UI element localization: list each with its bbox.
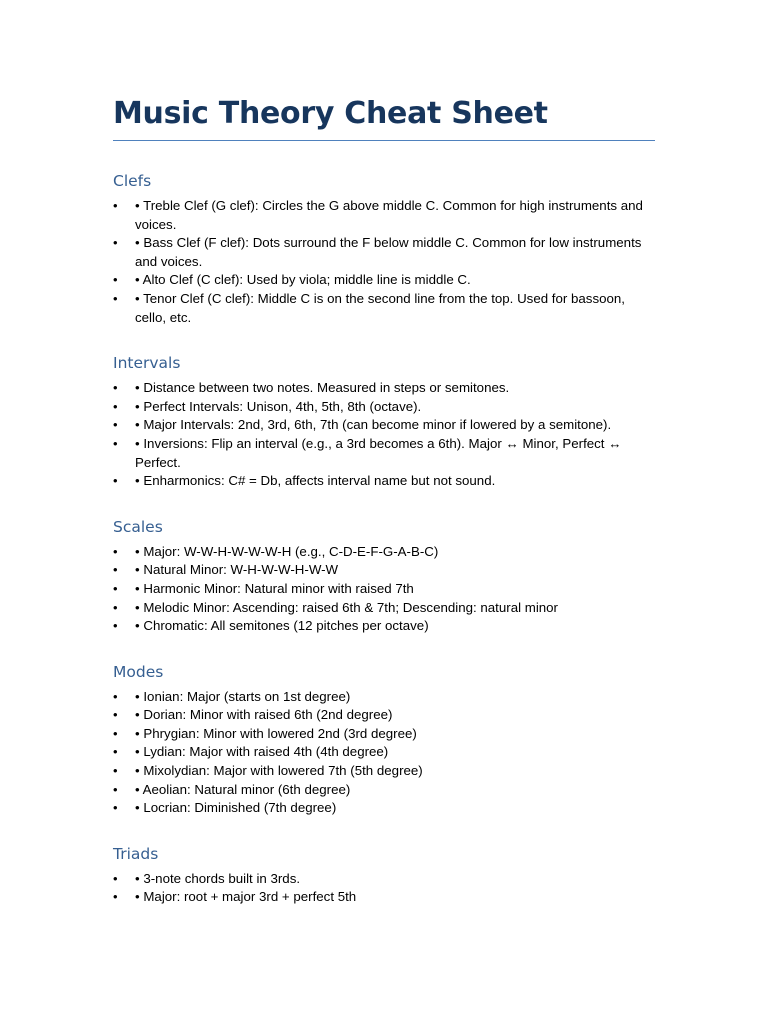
section-heading: Scales bbox=[113, 517, 163, 536]
list-item bbox=[113, 580, 655, 599]
list-item bbox=[113, 617, 655, 636]
section-heading: Modes bbox=[113, 662, 164, 681]
list-item bbox=[113, 743, 655, 762]
list-item-text: • Chromatic: All semitones (12 pitches per octave) bbox=[135, 618, 429, 634]
list-item-text: • Bass Clef (F clef): Dots surround the F below middle C. Common for low instruments and voices. bbox=[135, 235, 642, 269]
list-item-text: • Harmonic Minor: Natural minor with raised 7th bbox=[135, 580, 414, 596]
bullet-icon: • bbox=[113, 599, 118, 615]
section-clefs bbox=[113, 171, 655, 327]
document-title: Music Theory Cheat Sheet bbox=[113, 96, 548, 131]
list-item-text: • Ionian: Major (starts on 1st degree) bbox=[135, 688, 351, 704]
bullet-icon: • bbox=[113, 290, 118, 306]
list-item-text: • Inversions: Flip an interval (e.g., a 3rd becomes a 6th). Major ↔ Minor, Perfect ↔ Perfect. bbox=[135, 435, 622, 470]
bullet-icon: • bbox=[113, 235, 118, 251]
bullet-icon: • bbox=[113, 198, 118, 213]
list-item-text: • Major: W-W-H-W-W-W-H (e.g., C-D-E-F-G-A-B-C) bbox=[135, 543, 439, 559]
list-item bbox=[113, 888, 655, 907]
list-item bbox=[113, 472, 655, 491]
bullet-icon: • bbox=[113, 618, 118, 634]
section-scales bbox=[113, 517, 655, 636]
title-divider bbox=[113, 140, 655, 141]
bullet-list bbox=[113, 688, 655, 818]
bullet-list bbox=[113, 543, 655, 636]
list-item-text: • Treble Clef (G clef): Circles the G above middle C. Common for high instruments and voices. bbox=[135, 198, 643, 232]
bullet-icon: • bbox=[113, 562, 118, 578]
section-intervals bbox=[113, 353, 655, 491]
list-item bbox=[113, 561, 655, 580]
list-item bbox=[113, 599, 655, 618]
list-item bbox=[113, 197, 655, 234]
list-item bbox=[113, 435, 655, 472]
list-item bbox=[113, 543, 655, 562]
list-item bbox=[113, 706, 655, 725]
list-item bbox=[113, 271, 655, 290]
list-item bbox=[113, 398, 655, 417]
section-modes bbox=[113, 662, 655, 818]
bullet-icon: • bbox=[113, 473, 118, 489]
bullet-icon: • bbox=[113, 417, 118, 433]
list-item-text: • Phrygian: Minor with lowered 2nd (3rd degree) bbox=[135, 725, 417, 741]
bullet-list bbox=[113, 197, 655, 327]
section-heading: Intervals bbox=[113, 354, 181, 373]
list-item-text: • Mixolydian: Major with lowered 7th (5th degree) bbox=[135, 763, 423, 779]
bullet-icon: • bbox=[113, 870, 118, 886]
bullet-icon: • bbox=[113, 763, 118, 779]
list-item bbox=[113, 799, 655, 818]
list-item-text: • Perfect Intervals: Unison, 4th, 5th, 8th (octave). bbox=[135, 398, 422, 414]
bullet-icon: • bbox=[113, 781, 118, 797]
list-item-text: • Tenor Clef (C clef): Middle C is on the second line from the top. Used for bassoon, cello, etc. bbox=[135, 290, 625, 325]
bullet-icon: • bbox=[113, 725, 118, 741]
list-item bbox=[113, 290, 655, 327]
section-heading: Clefs bbox=[113, 172, 152, 190]
list-item bbox=[113, 781, 655, 800]
list-item-text: • Alto Clef (C clef): Used by viola; middle line is middle C. bbox=[135, 272, 471, 288]
bullet-icon: • bbox=[113, 543, 118, 559]
bullet-icon: • bbox=[113, 800, 118, 816]
list-item bbox=[113, 234, 655, 271]
list-item-text: • Natural Minor: W-H-W-W-H-W-W bbox=[135, 562, 339, 578]
list-item bbox=[113, 725, 655, 744]
bullet-icon: • bbox=[113, 398, 118, 414]
section-triads bbox=[113, 844, 655, 907]
list-item-text: • Enharmonics: C# = Db, affects interval name but not sound. bbox=[135, 473, 496, 489]
list-item-text: • Dorian: Minor with raised 6th (2nd degree) bbox=[135, 707, 393, 723]
list-item bbox=[113, 870, 655, 889]
bullet-icon: • bbox=[113, 380, 118, 396]
list-item-text: • 3-note chords built in 3rds. bbox=[135, 870, 301, 886]
list-item-text: • Locrian: Diminished (7th degree) bbox=[135, 800, 337, 816]
list-item-text: • Distance between two notes. Measured in steps or semitones. bbox=[135, 380, 510, 396]
list-item-text: • Major Intervals: 2nd, 3rd, 6th, 7th (can become minor if lowered by a semitone). bbox=[135, 417, 612, 433]
bullet-icon: • bbox=[113, 707, 118, 723]
bullet-icon: • bbox=[113, 744, 118, 760]
bullet-icon: • bbox=[113, 435, 118, 451]
list-item-text: • Lydian: Major with raised 4th (4th degree) bbox=[135, 744, 389, 760]
list-item bbox=[113, 379, 655, 398]
list-item bbox=[113, 762, 655, 781]
list-item bbox=[113, 416, 655, 435]
bullet-list bbox=[113, 379, 655, 491]
list-item bbox=[113, 688, 655, 707]
sections-container bbox=[113, 171, 655, 907]
list-item-text: • Major: root + major 3rd + perfect 5th bbox=[135, 889, 357, 905]
document-page bbox=[113, 94, 655, 933]
bullet-icon: • bbox=[113, 688, 118, 704]
section-heading: Triads bbox=[113, 844, 159, 863]
bullet-icon: • bbox=[113, 889, 118, 905]
bullet-icon: • bbox=[113, 272, 118, 288]
list-item-text: • Aeolian: Natural minor (6th degree) bbox=[135, 781, 351, 797]
list-item-text: • Melodic Minor: Ascending: raised 6th & 7th; Descending: natural minor bbox=[135, 599, 558, 615]
bullet-list bbox=[113, 870, 655, 907]
bullet-icon: • bbox=[113, 580, 118, 596]
